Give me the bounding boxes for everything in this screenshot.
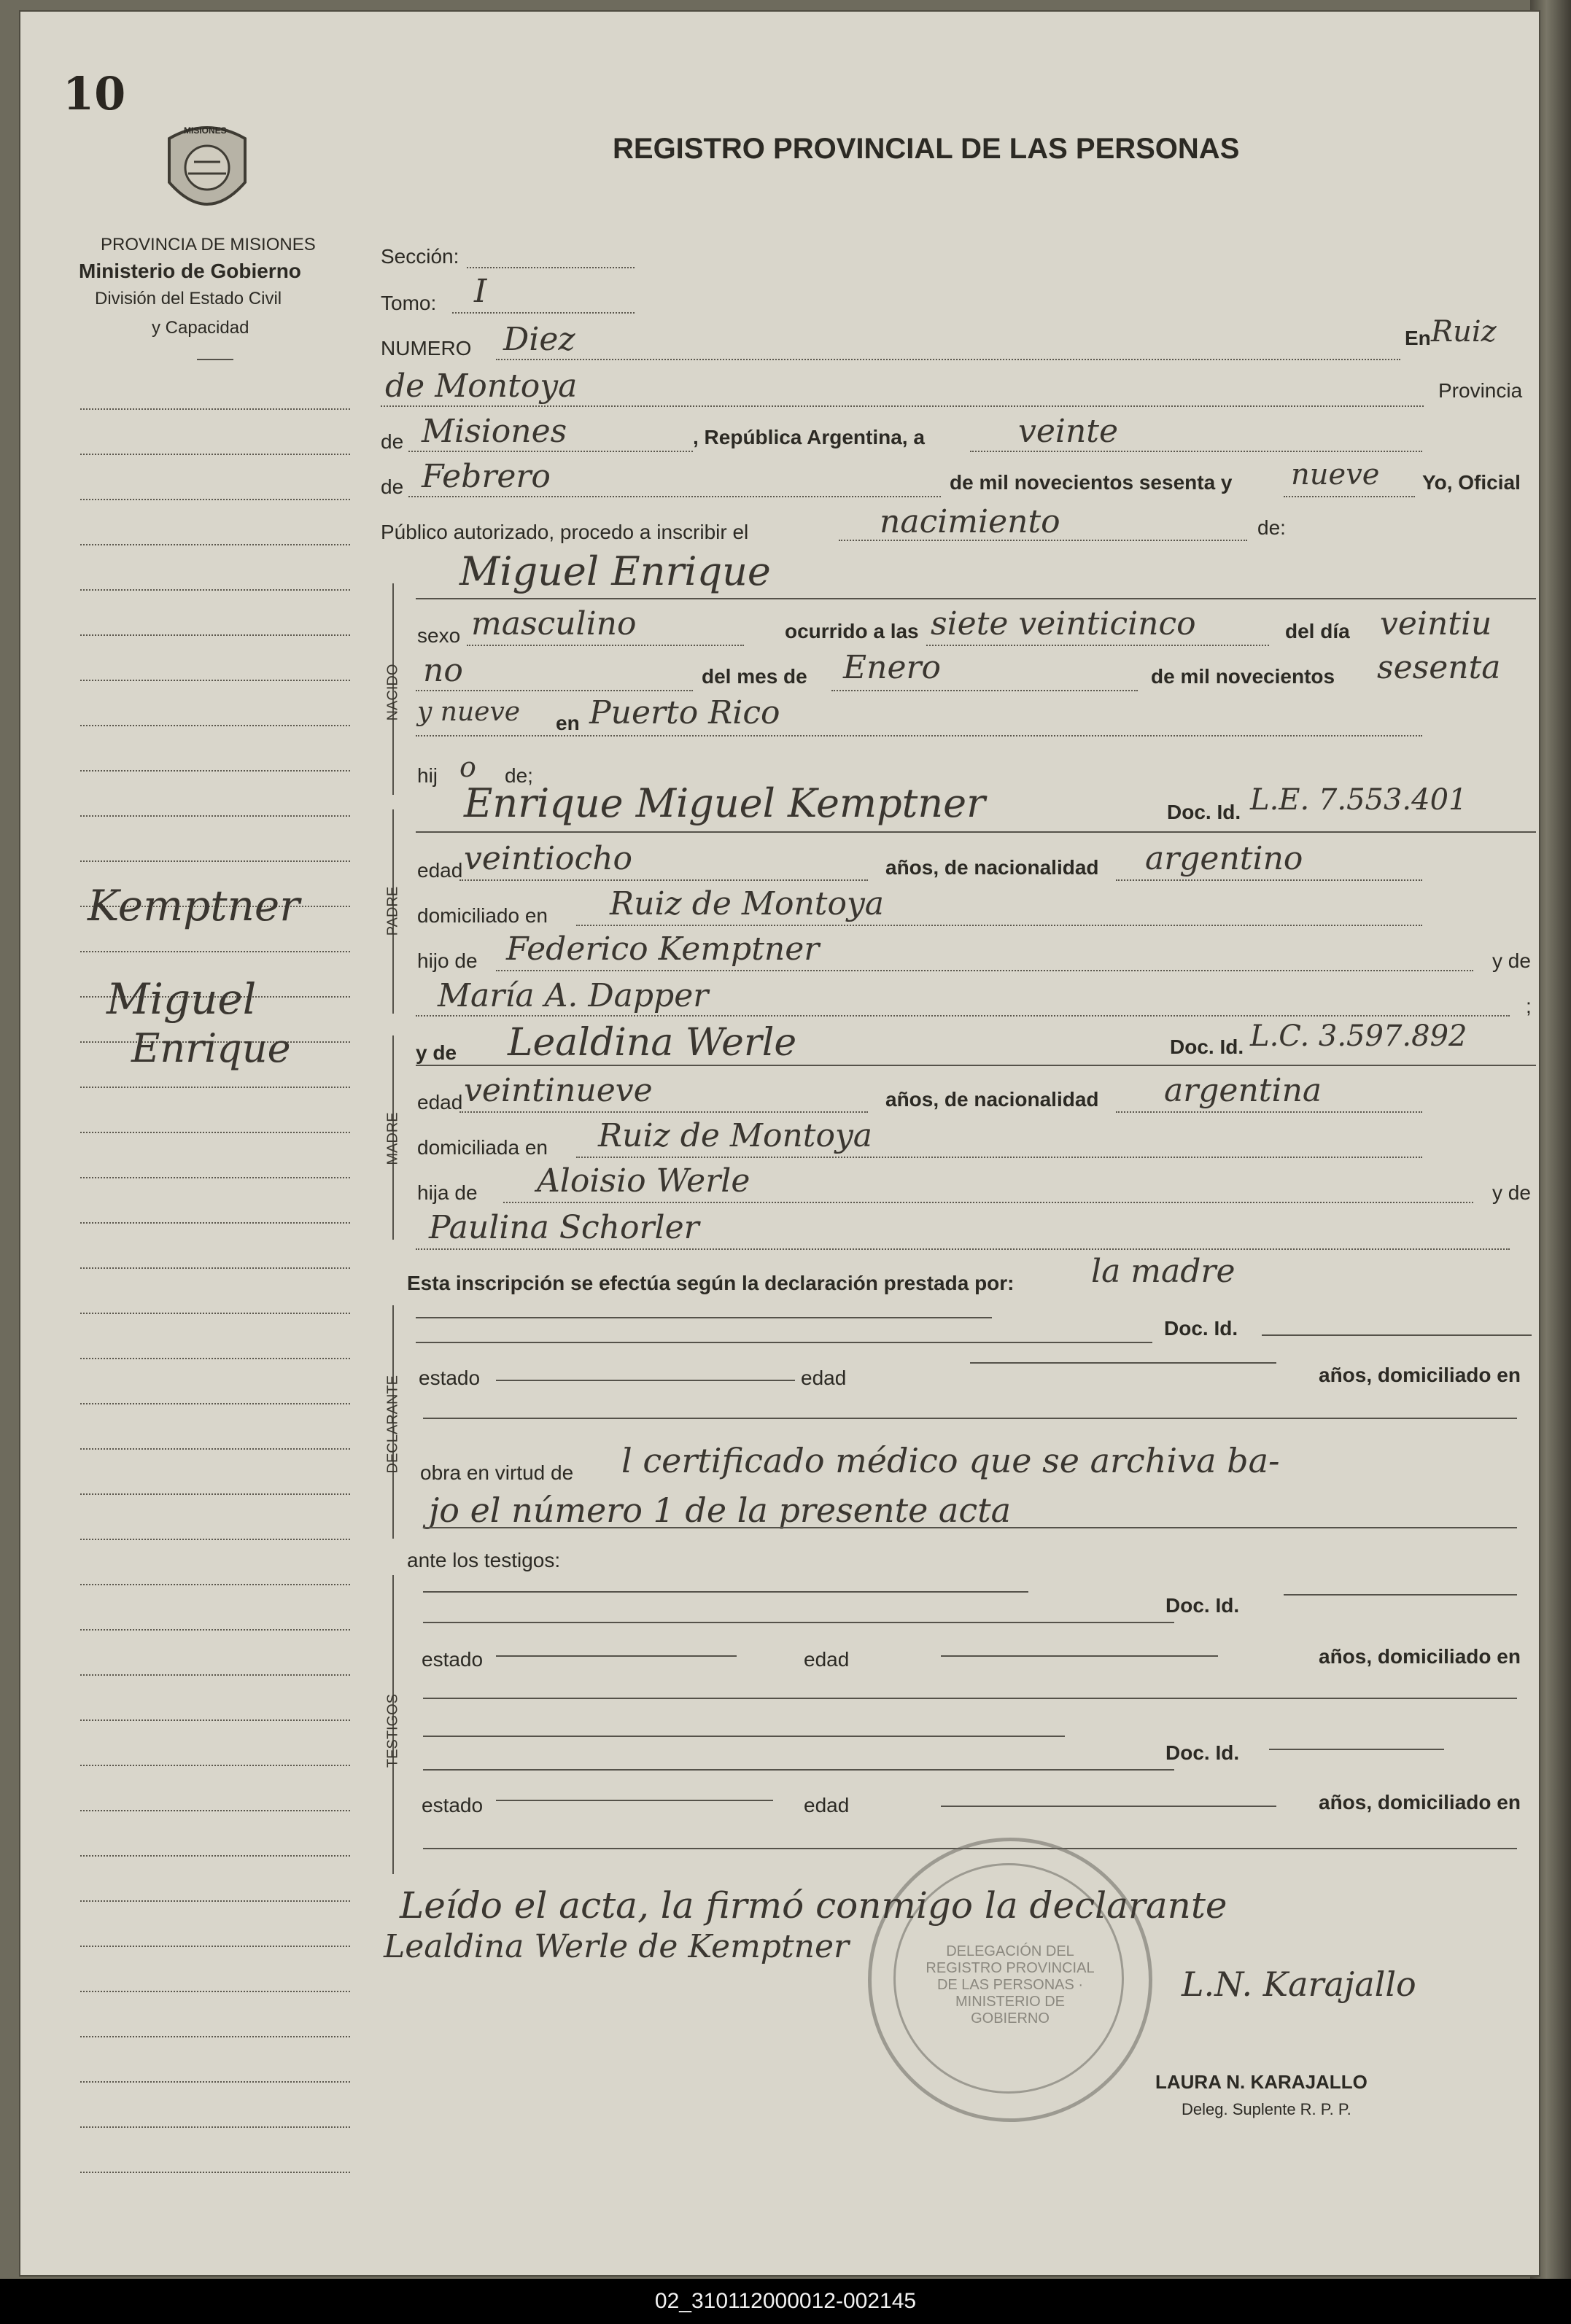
testigo2-doc-field [1269, 1749, 1444, 1750]
madre-edad-value: veintinueve [464, 1072, 653, 1109]
declarante-name-line [416, 1317, 992, 1318]
padre-nac-value: argentino [1145, 840, 1303, 877]
declarante-dom-field [423, 1418, 1517, 1419]
year-field [1284, 496, 1415, 497]
day-field [970, 451, 1422, 452]
sexo-field [467, 645, 744, 646]
margin-rule-line [80, 544, 350, 545]
margin-rule-line [80, 1674, 350, 1676]
padre-madre-value: María A. Dapper [438, 977, 709, 1014]
margin-rule-line [80, 1267, 350, 1269]
anio-value-2: y nueve [417, 697, 521, 727]
declarante-label: DECLARANTE [384, 1375, 401, 1474]
hijo-label-a: hij [417, 764, 438, 787]
madre-edad-label: edad [417, 1091, 463, 1114]
seccion-field [467, 267, 635, 268]
madre-doc-label: Doc. Id. [1170, 1035, 1244, 1058]
header-divider [197, 359, 233, 360]
official-signature: L.N. Karajallo [1182, 1964, 1416, 2004]
numero-value: Diez [503, 321, 575, 358]
margin-rule-line [80, 1629, 350, 1631]
madre-yde-label-2: y de [1492, 1181, 1531, 1204]
testigo1-dom-field [423, 1698, 1517, 1699]
anio-label: de mil novecientos [1151, 665, 1335, 688]
margin-surname: Kemptner [88, 881, 300, 930]
seccion-label: Sección: [381, 245, 459, 268]
image-footer: 02_310112000012-002145 [0, 2279, 1571, 2324]
declarante-intro-label: Esta inscripción se efectúa según la declaración prestada por: [407, 1272, 1015, 1294]
testigo1-dom-label: años, domiciliado en [1319, 1645, 1521, 1668]
republica-label: , República Argentina, a [693, 426, 925, 448]
header-capacity: y Capacidad [152, 318, 249, 338]
en-label: En [1405, 327, 1431, 349]
testigo2-name-field [423, 1769, 1174, 1771]
anio-value: sesenta [1377, 649, 1501, 686]
padre-name: Enrique Miguel Kemptner [464, 780, 985, 826]
testigo1-edad-field [941, 1655, 1218, 1657]
year-value: nueve [1291, 458, 1380, 491]
acto-field [839, 540, 1247, 541]
madre-madre-value: Paulina Schorler [429, 1209, 699, 1246]
testigo2-edad-label: edad [804, 1794, 850, 1816]
margin-rule-line [80, 2081, 350, 2083]
madre-doc-value: L.C. 3.597.892 [1250, 1019, 1467, 1053]
margin-rule-line [80, 1313, 350, 1314]
testigo1-edad-label: edad [804, 1648, 850, 1671]
padre-hijo-value: Federico Kemptner [506, 930, 820, 968]
padre-semicolon: ; [1526, 995, 1532, 1017]
header-division: División del Estado Civil [95, 289, 282, 308]
hora-value: siete veinticinco [931, 605, 1196, 642]
testigo1-doc-field [1284, 1594, 1517, 1596]
padre-edad-value: veintiocho [464, 840, 633, 877]
lugar-field [416, 735, 1422, 737]
declarante-dom-label: años, domiciliado en [1319, 1364, 1521, 1386]
margin-rule-line [80, 680, 350, 681]
margin-name-2: Enrique [131, 1025, 291, 1071]
dia-label: del día [1285, 620, 1350, 642]
acto-value: nacimiento [880, 503, 1060, 540]
province-de-label: de [381, 430, 404, 453]
padre-doc-label: Doc. Id. [1167, 801, 1241, 823]
official-title: Deleg. Suplente R. P. P. [1182, 2100, 1351, 2118]
madre-dom-value: Ruiz de Montoya [598, 1117, 873, 1154]
declarante-doc-label: Doc. Id. [1164, 1317, 1238, 1340]
padre-hijo-field [496, 970, 1473, 971]
crest-text: MISIONES [184, 125, 227, 136]
testigo1-doc-label: Doc. Id. [1165, 1594, 1240, 1617]
month-field [408, 496, 941, 497]
tomo-label: Tomo: [381, 292, 437, 314]
margin-rule-line [80, 2172, 350, 2173]
margin-rule-line [80, 1719, 350, 1721]
margin-rule-line [80, 770, 350, 772]
margin-rule-line [80, 1765, 350, 1766]
closing-line-1: Leído el acta, la firmó conmigo la declarante [400, 1884, 1227, 1927]
sexo-label: sexo [417, 624, 461, 647]
testigo1-name-field [423, 1622, 1174, 1623]
margin-rule-line [80, 1132, 350, 1133]
margin-rule-line [80, 1855, 350, 1857]
madre-nac-field [1116, 1111, 1422, 1113]
nacido-name: Miguel Enrique [459, 548, 771, 594]
madre-name: Lealdina Werle [508, 1021, 797, 1065]
padre-hijo-label: hijo de [417, 949, 478, 972]
margin-rule-line [80, 860, 350, 862]
tomo-value: I [474, 273, 487, 310]
margin-rule-line [80, 2126, 350, 2128]
testigos-intro-label: ante los testigos: [407, 1549, 561, 1571]
margin-rule-line [80, 454, 350, 455]
testigo2-edad-field [941, 1806, 1276, 1807]
page-number: 10 [63, 67, 126, 120]
official-seal [868, 1838, 1152, 2122]
nacido-label: NACIDO [384, 664, 401, 721]
padre-madre-field [416, 1015, 1510, 1017]
margin-rule-line [80, 1900, 350, 1902]
margin-rule-line [80, 1493, 350, 1495]
month-value: Febrero [422, 458, 551, 495]
declarante-estado-label: estado [419, 1367, 481, 1389]
margin-rule-line [80, 1991, 350, 1992]
page-title: REGISTRO PROVINCIAL DE LAS PERSONAS [613, 133, 1240, 165]
padre-edad-label: edad [417, 859, 463, 882]
margin-rule-line [80, 1946, 350, 1947]
declarante-obra-value-2: jo el número 1 de la presente acta [429, 1491, 1012, 1530]
madre-yde-label: y de [416, 1041, 457, 1064]
padre-label: PADRE [384, 886, 401, 936]
madre-dom-label: domiciliada en [417, 1136, 548, 1159]
mes-label: del mes de [702, 665, 807, 688]
declarante-intro-value: la madre [1091, 1253, 1236, 1290]
madre-nac-value: argentina [1164, 1072, 1322, 1109]
padre-edad-field [459, 879, 868, 881]
margin-rule-line [80, 2036, 350, 2037]
margin-rule-line [80, 815, 350, 817]
madre-nac-label: años, de nacionalidad [885, 1088, 1099, 1111]
testigo2-estado-field [496, 1800, 773, 1801]
numero-field [496, 359, 1400, 360]
lugar-en-label: en [556, 712, 580, 734]
declarante-edad-field [970, 1362, 1276, 1364]
sexo-value: masculino [471, 605, 637, 642]
margin-rule-line [80, 725, 350, 726]
lugar-value: Puerto Rico [589, 694, 780, 731]
testigo1-estado-field [496, 1655, 737, 1657]
testigo1-name-line [423, 1591, 1028, 1593]
dia-field-2 [416, 690, 693, 691]
madre-dom-field [576, 1157, 1422, 1158]
hora-label: ocurrido a las [785, 620, 919, 642]
declarante-name-field [416, 1342, 1152, 1343]
madre-name-line [416, 1065, 1536, 1066]
testigo2-doc-label: Doc. Id. [1165, 1741, 1240, 1764]
declarante-edad-label: edad [801, 1367, 847, 1389]
madre-edad-field [459, 1111, 868, 1113]
margin-rule-line [80, 1222, 350, 1224]
header-province: PROVINCIA DE MISIONES [101, 235, 316, 254]
padre-dom-field [576, 925, 1422, 926]
seal-text: DELEGACIÓN DEL REGISTRO PROVINCIAL DE LAS PERSONAS · MINISTERIO DE GOBIERNO [926, 1943, 1095, 2026]
dia-value-2: no [423, 652, 463, 689]
padre-doc-value: L.E. 7.553.401 [1250, 783, 1467, 817]
madre-madre-field [416, 1248, 1510, 1250]
place-value: de Montoya [385, 368, 578, 405]
testigo2-name-line [423, 1736, 1065, 1737]
madre-hija-label: hija de [417, 1181, 478, 1204]
margin-rule-line [80, 589, 350, 591]
margin-name-1: Miguel [106, 974, 257, 1024]
margin-rule-line [80, 1810, 350, 1811]
margin-rule-line [80, 1087, 350, 1088]
hora-field [926, 645, 1269, 646]
testigo2-estado-label: estado [422, 1794, 484, 1816]
header-ministry: Ministerio de Gobierno [79, 260, 301, 282]
month-de-label: de [381, 475, 404, 498]
closing-line-2: Lealdina Werle de Kemptner [384, 1928, 850, 1965]
margin-rule-line [80, 634, 350, 636]
margin-rule-line [80, 1403, 350, 1404]
publico-label: Público autorizado, procedo a inscribir el [381, 521, 749, 543]
madre-hija-value: Aloisio Werle [537, 1162, 750, 1200]
margin-rule-line [80, 499, 350, 500]
year-label: de mil novecientos sesenta y [950, 471, 1233, 494]
testigo1-estado-label: estado [422, 1648, 484, 1671]
margin-rule-line [80, 1584, 350, 1585]
madre-label: MADRE [384, 1112, 401, 1165]
provincia-label: Provincia [1438, 379, 1523, 402]
en-value: Ruiz [1431, 315, 1497, 349]
padre-name-line [416, 831, 1536, 833]
margin-rule-line [80, 1448, 350, 1450]
padre-yde-label: y de [1492, 949, 1531, 972]
margin-rule-line [80, 951, 350, 952]
declarante-obra-value: l certificado médico que se archiva ba- [621, 1441, 1280, 1480]
testigo2-dom-label: años, domiciliado en [1319, 1791, 1521, 1814]
day-value: veinte [1018, 413, 1119, 450]
margin-rule-line [80, 1177, 350, 1178]
mes-value: Enero [843, 649, 942, 686]
testigos-label: TESTIGOS [384, 1693, 401, 1768]
numero-label: NUMERO [381, 337, 472, 360]
tomo-field [452, 312, 635, 314]
oficial-label: Yo, Oficial [1422, 471, 1521, 494]
margin-rule-line [80, 1539, 350, 1540]
mes-field [831, 690, 1138, 691]
declarante-estado-field [496, 1380, 795, 1381]
margin-rule-line [80, 1358, 350, 1359]
padre-nac-field [1116, 879, 1422, 881]
padre-dom-label: domiciliado en [417, 904, 548, 927]
province-field [408, 451, 693, 452]
declarante-obra-label: obra en virtud de [420, 1461, 574, 1484]
official-name: LAURA N. KARAJALLO [1155, 2071, 1368, 2093]
padre-nac-label: años, de nacionalidad [885, 856, 1099, 879]
province-value: Misiones [422, 413, 567, 450]
madre-hija-field [503, 1202, 1473, 1203]
declarante-obra-field [423, 1527, 1517, 1528]
margin-rule-line [80, 408, 350, 410]
nacido-name-line [416, 598, 1536, 599]
declarante-doc-field [1262, 1334, 1532, 1336]
de-colon-label: de: [1257, 516, 1286, 539]
dia-value: veintiu [1380, 605, 1492, 642]
place-field [381, 405, 1424, 407]
hijo-label-b: de; [505, 764, 533, 787]
hijo-value: o [459, 751, 476, 783]
padre-dom-value: Ruiz de Montoya [610, 885, 885, 922]
